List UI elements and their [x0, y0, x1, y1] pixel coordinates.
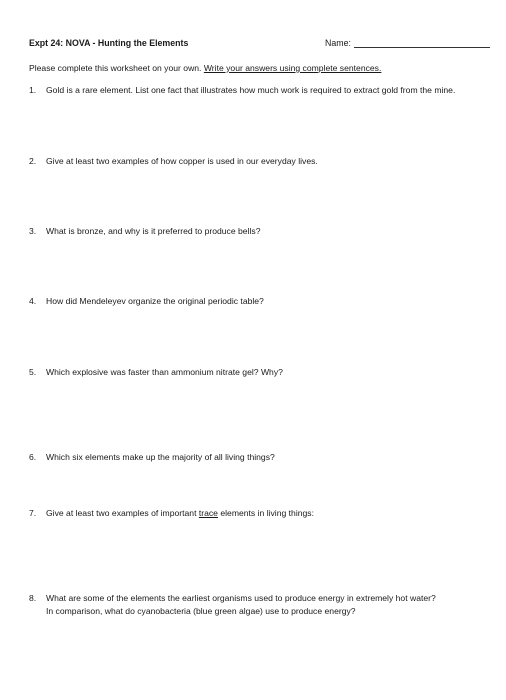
question-text-line-1: What are some of the elements the earliest organisms used to produce energy in extremely hot water?: [46, 593, 436, 603]
question-text-before: Give at least two examples of important: [46, 508, 199, 518]
question-4: [29, 295, 494, 308]
question-number: 2.: [29, 156, 37, 166]
question-2: [29, 155, 494, 168]
question-text: What is bronze, and why is it preferred to produce bells?: [46, 226, 261, 236]
question-1: [29, 84, 494, 97]
question-text: [46, 507, 494, 520]
worksheet-header: [29, 38, 490, 52]
question-3: [29, 225, 494, 238]
question-number: 5.: [29, 367, 37, 377]
question-number: 6.: [29, 452, 37, 462]
question-text: Give at least two examples of how copper is used in our everyday lives.: [46, 156, 318, 166]
question-6: [29, 451, 494, 464]
question-number: 7.: [29, 508, 37, 518]
instructions-text: Please complete this worksheet on your own.: [29, 63, 204, 73]
name-field: [325, 38, 490, 48]
question-text: Which explosive was faster than ammonium nitrate gel? Why?: [46, 367, 283, 377]
instructions: [29, 63, 381, 73]
question-text: Gold is a rare element. List one fact that illustrates how much work is required to extract gold from the mine.: [46, 85, 456, 95]
question-5: [29, 366, 494, 379]
question-text-after: elements in living things:: [217, 508, 314, 518]
question-text: How did Mendeleyev organize the original periodic table?: [46, 296, 264, 306]
question-8: [29, 592, 494, 618]
question-7: [29, 507, 494, 520]
question-number: 1.: [29, 85, 37, 95]
question-text-underlined: trace: [198, 508, 218, 518]
name-blank-line: [354, 38, 490, 48]
worksheet-title: Expt 24: NOVA - Hunting the Elements: [29, 38, 189, 48]
question-number: 8.: [29, 593, 37, 603]
instructions-underlined-text: Write your answers using complete sentences.: [203, 63, 382, 73]
question-number: 4.: [29, 296, 37, 306]
question-text: Which six elements make up the majority of all living things?: [46, 452, 275, 462]
name-label: Name:: [325, 38, 351, 48]
question-number: 3.: [29, 226, 37, 236]
question-text-line-2: In comparison, what do cyanobacteria (blue green algae) use to produce energy?: [46, 606, 356, 616]
